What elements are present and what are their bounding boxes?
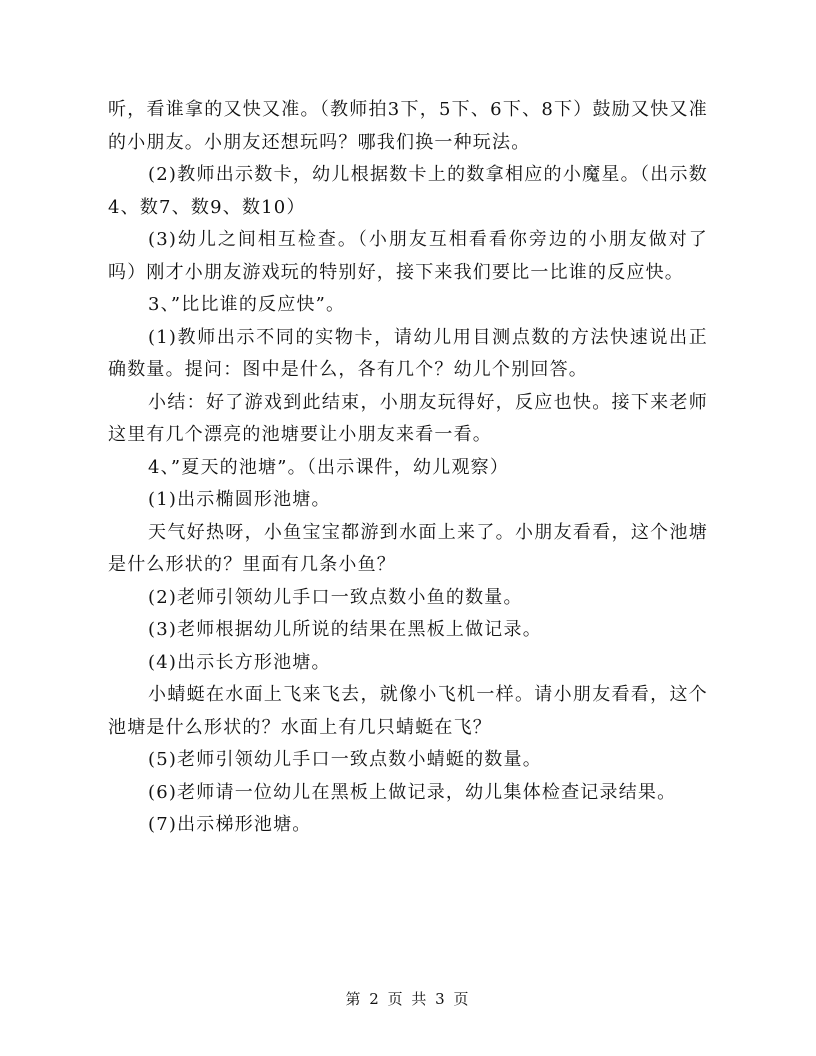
paragraph-section4-step-3: (3)老师根据幼儿所说的结果在黑板上做记录。 [148,619,542,640]
paragraph-dragonfly-question: 小蜻蜓在水面上飞来飞去，就像小飞机一样。请小朋友看看，这个池塘是什么形状的？水面上有几只蜻蜓在飞？ [108,684,708,738]
footer-prefix: 第 [345,990,363,1008]
paragraph-summary: 小结：好了游戏到此结束，小朋友玩得好，反应也快。接下来老师这里有几个漂亮的池塘要让小朋友来看一看。 [108,391,708,445]
footer-total-pages: 3 [435,990,447,1008]
footer-middle: 页 共 [387,990,429,1008]
footer-suffix: 页 [453,990,471,1008]
paragraph-section4-step-7: (7)出示梯形池塘。 [148,814,312,835]
footer-current-page: 2 [369,990,381,1008]
paragraph-continuation: 听，看谁拿的又快又准。（教师拍3下，5下、6下、8下）鼓励又快又准的小朋友。小朋友还想玩吗？哪我们换一种玩法。 [108,99,708,153]
section-heading-4: 4、”夏天的池塘”。（出示课件，幼儿观察） [148,456,510,478]
paragraph-section4-step-6: (6)老师请一位幼儿在黑板上做记录，幼儿集体检查记录结果。 [148,781,677,803]
paragraph-section4-step-5: (5)老师引领幼儿手口一致点数小蜻蜓的数量。 [148,749,542,770]
paragraph-step-3: (3)幼儿之间相互检查。（小朋友互相看看你旁边的小朋友做对了吗）刚才小朋友游戏玩的特别好，接下来我们要比一比谁的反应快。 [108,229,708,283]
section-heading-3: 3、”比比谁的反应快”。 [148,294,346,315]
document-body [108,94,708,842]
paragraph-section4-step-2: (2)老师引领幼儿手口一致点数小鱼的数量。 [148,586,523,608]
paragraph-section4-step-4: (4)出示长方形池塘。 [148,651,331,673]
page-footer [0,988,816,1009]
paragraph-step-2: (2)教师出示数卡，幼儿根据数卡上的数拿相应的小魔星。（出示数4、数7、数9、数10） [108,164,708,218]
paragraph-fish-question: 天气好热呀，小鱼宝宝都游到水面上来了。小朋友看看，这个池塘是什么形状的？里面有几条小鱼？ [108,521,708,575]
paragraph-section3-step-1: (1)教师出示不同的实物卡，请幼儿用目测点数的方法快速说出正确数量。提问：图中是什么，各有几个？幼儿个别回答。 [108,326,708,380]
paragraph-section4-step-1: (1)出示椭圆形池塘。 [148,489,331,510]
